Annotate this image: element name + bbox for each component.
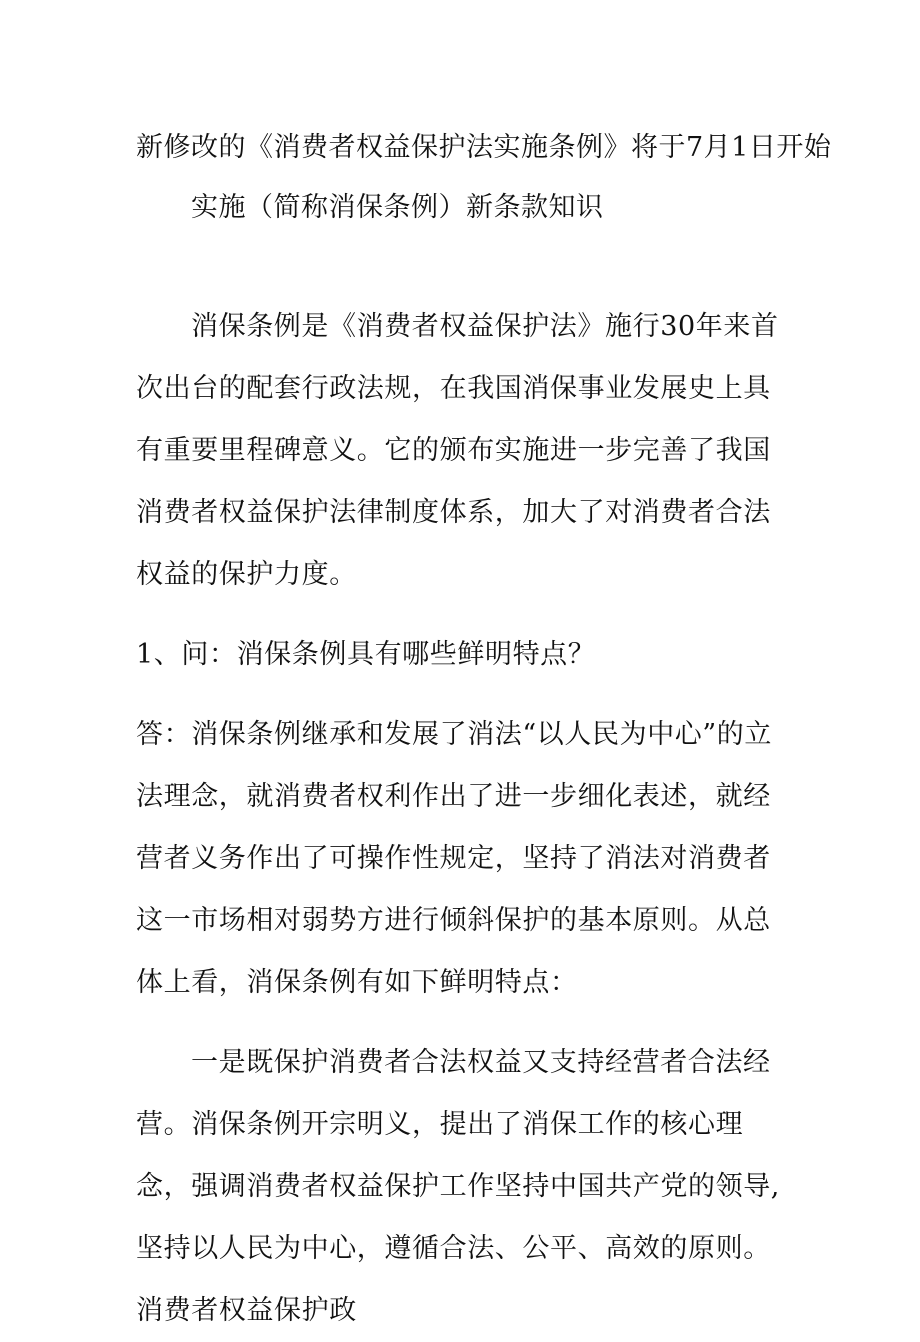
document-body [136, 296, 796, 1342]
title-line-1: 新修改的《消费者权益保护法实施条例》将于7月1日开始 [136, 132, 832, 163]
point-1-paragraph: 一是既保护消费者合法权益又支持经营者合法经营。消保条例开宗明义，提出了消保工作的核心理念，强调消费者权益保护工作坚持中国共产党的领导,坚持以人民为中心，遵循合法、公平、高效的原则。消费者权益保护政 [136, 1047, 780, 1326]
document-title [136, 118, 836, 238]
question-1: 1、问：消保条例具有哪些鲜明特点？ [136, 639, 596, 670]
spacer [136, 606, 796, 624]
title-line-2: 实施（简称消保条例）新条款知识 [191, 192, 604, 223]
spacer [136, 686, 796, 704]
answer-1: 答：消保条例继承和发展了消法“以人民为中心”的立法理念，就消费者权利作出了进一步细化表述，就经营者义务作出了可操作性规定，坚持了消法对消费者这一市场相对弱势方进行倾斜保护的基本原则。从总体上看，消保条例有如下鲜明特点： [136, 719, 773, 998]
intro-paragraph: 消保条例是《消费者权益保护法》施行30年来首次出台的配套行政法规，在我国消保事业发展史上具有重要里程碑意义。它的颁布实施进一步完善了我国消费者权益保护法律制度体系，加大了对消费者合法权益的保护力度。 [136, 311, 779, 590]
spacer [136, 1014, 796, 1032]
